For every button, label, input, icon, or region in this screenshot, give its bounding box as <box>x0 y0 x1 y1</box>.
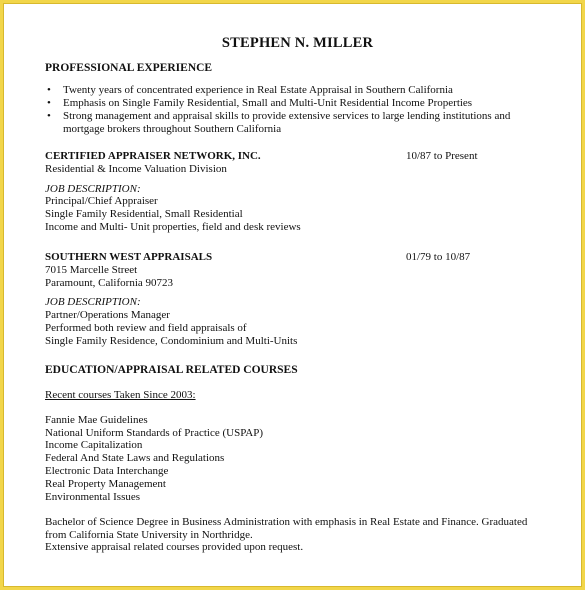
course-item: Fannie Mae Guidelines <box>45 413 148 426</box>
experience-bullets <box>47 84 547 136</box>
resume-page <box>4 4 581 586</box>
professional-experience-heading: PROFESSIONAL EXPERIENCE <box>45 62 213 74</box>
job-1-description-line: Principal/Chief Appraiser <box>45 195 158 208</box>
job-1-division: Residential & Income Valuation Division <box>45 162 227 175</box>
job-2-address-line: Paramount, California 90723 <box>45 276 174 289</box>
course-item: Federal And State Laws and Regulations <box>45 452 225 465</box>
job-2-company: SOUTHERN WEST APPRAISALS <box>45 251 213 263</box>
course-item: National Uniform Standards of Practice (USPAP) <box>45 426 264 439</box>
experience-bullet: • Strong management and appraisal skills to provide extensive services to large lending institutions and mortgage brokers throughout Southern California <box>47 110 547 136</box>
job-2-address-line: 7015 Marcelle Street <box>45 263 138 276</box>
course-item: Electronic Data Interchange <box>45 464 169 477</box>
applicant-name: STEPHEN N. MILLER <box>221 35 374 51</box>
job-1-description-line: Single Family Residential, Small Residential <box>45 208 243 221</box>
extra-courses-text: Extensive appraisal related courses provided upon request. <box>45 541 304 553</box>
courses-section <box>45 389 545 503</box>
job-2-description-line: Single Family Residence, Condominium and Multi-Units <box>45 334 298 347</box>
job-1 <box>45 150 545 234</box>
job-1-description-line: Income and Multi- Unit properties, field and desk reviews <box>45 220 301 233</box>
job-2-dates: 01/79 to 10/87 <box>406 251 471 263</box>
course-item: Environmental Issues <box>45 490 141 503</box>
job-2-description-line: Performed both review and field appraisals of <box>45 321 247 334</box>
job-2 <box>45 251 545 348</box>
job-1-description-label: JOB DESCRIPTION: <box>45 182 141 195</box>
job-2-description-line: Partner/Operations Manager <box>45 309 170 322</box>
job-1-company: CERTIFIED APPRAISER NETWORK, INC. <box>45 150 261 162</box>
course-item: Income Capitalization <box>45 439 143 452</box>
experience-bullet: • Twenty years of concentrated experience in Real Estate Appraisal in Southern California <box>47 84 547 97</box>
course-item: Real Property Management <box>45 477 166 490</box>
job-1-dates: 10/87 to Present <box>406 150 478 162</box>
experience-bullet: • Emphasis on Single Family Residential, Small and Multi-Unit Residential Income Properties <box>47 97 547 110</box>
education-heading: EDUCATION/APPRAISAL RELATED COURSES <box>45 364 298 376</box>
courses-label: Recent courses Taken Since 2003: <box>45 389 196 401</box>
degree-text: Bachelor of Science Degree in Business Administration with emphasis in Real Estate and Finance. Graduated from California State University in Northridge. <box>45 516 528 541</box>
job-2-description-label: JOB DESCRIPTION: <box>45 296 141 309</box>
